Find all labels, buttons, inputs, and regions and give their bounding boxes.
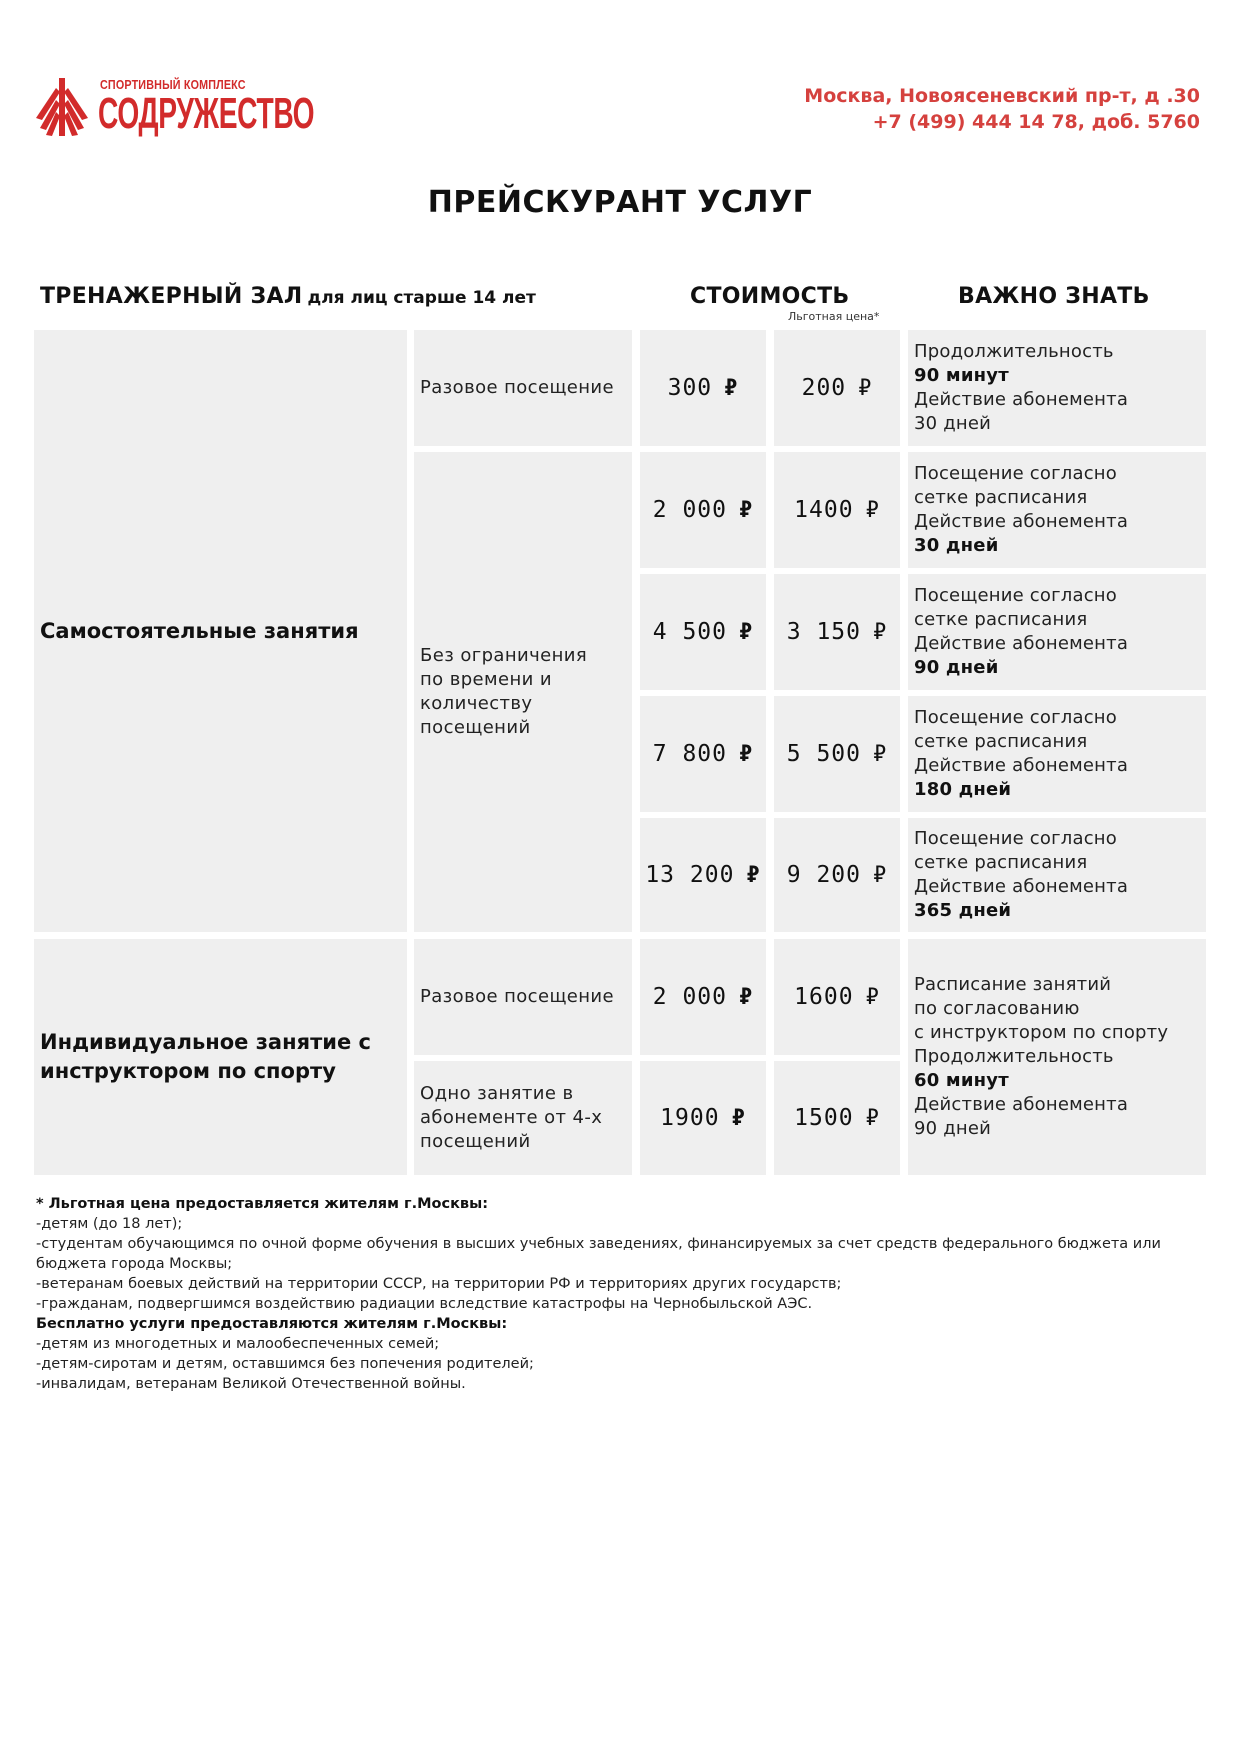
discount-cell — [774, 452, 900, 568]
section-subtitle: для лиц старше 14 лет — [307, 288, 536, 308]
note-duration: 60 минут — [914, 1070, 1009, 1091]
address: Москва, Новоясеневский пр-т, д .30 — [804, 85, 1200, 107]
footnote-item: -студентам обучающимся по очной форме обучения в высших учебных заведениях, финансируемых за счет средств федерального бюджета или бюджета города Москвы; — [36, 1236, 1161, 1272]
note-line: Продолжительность — [914, 1046, 1114, 1067]
note-cell — [908, 330, 1206, 446]
ruble-sign: ₽ — [746, 862, 761, 888]
footnote-item: -гражданам, подвергшимся воздействию радиации вследствие катастрофы на Чернобыльской АЭС. — [36, 1296, 813, 1312]
ruble-sign: ₽ — [873, 619, 888, 645]
discount-cell — [774, 574, 900, 690]
important-header: ВАЖНО ЗНАТЬ — [958, 284, 1150, 309]
discount-value: 1600 — [794, 984, 854, 1010]
ruble-sign: ₽ — [739, 619, 754, 645]
footnote-item: -детям-сиротам и детям, оставшимся без попечения родителей; — [36, 1356, 534, 1372]
ruble-sign: ₽ — [873, 862, 888, 888]
note-cell — [908, 452, 1206, 568]
note-line: с инструктором по спорту — [914, 1022, 1169, 1043]
price-cell — [640, 330, 766, 446]
note-cell — [908, 939, 1206, 1175]
price-cell — [640, 1061, 766, 1175]
logo — [34, 76, 334, 140]
logo-name: СОДРУЖЕСТВО — [98, 89, 315, 138]
service-label: Разовое посещение — [420, 377, 615, 398]
service-cell — [414, 330, 632, 446]
footnote-item: -ветеранам боевых действий на территории СССР, на территории РФ и территориях других государств; — [36, 1276, 842, 1292]
ruble-sign: ₽ — [865, 497, 880, 523]
category-label: Самостоятельные занятия — [40, 618, 359, 643]
service-cell — [414, 452, 632, 932]
ruble-sign: ₽ — [731, 1105, 746, 1131]
note-cell — [908, 818, 1206, 932]
footnote-item: -инвалидам, ветеранам Великой Отечественной войны. — [36, 1376, 466, 1392]
note-line: Посещение согласно — [914, 463, 1117, 484]
contacts — [804, 83, 1200, 135]
ruble-sign: ₽ — [724, 375, 739, 401]
discount-cell — [774, 330, 900, 446]
note-validity: 180 дней — [914, 779, 1012, 800]
note-line: сетке расписания — [914, 609, 1088, 630]
ruble-sign: ₽ — [739, 741, 754, 767]
price-cell — [640, 696, 766, 812]
section-title: ТРЕНАЖЕРНЫЙ ЗАЛ — [40, 284, 303, 309]
discount-value: 3 150 — [786, 619, 861, 645]
category-cell — [34, 939, 407, 1175]
category-cell — [34, 330, 407, 932]
discount-value: 1400 — [794, 497, 854, 523]
footnote-heading: * Льготная цена предоставляется жителям г.Москвы: — [36, 1196, 489, 1212]
ruble-sign: ₽ — [865, 1105, 880, 1131]
ruble-sign: ₽ — [873, 741, 888, 767]
footnote-item: -детям из многодетных и малообеспеченных семей; — [36, 1336, 440, 1352]
price-value: 1900 — [660, 1105, 720, 1131]
discount-cell — [774, 1061, 900, 1175]
category-label: Индивидуальное занятие с инструктором по спорту — [40, 1030, 371, 1083]
note-line: сетке расписания — [914, 731, 1088, 752]
note-validity: 30 дней — [914, 413, 992, 434]
discount-value: 1500 — [794, 1105, 854, 1131]
ruble-sign: ₽ — [739, 984, 754, 1010]
price-cell — [640, 452, 766, 568]
service-cell — [414, 1061, 632, 1175]
logo-emblem-icon — [34, 78, 90, 136]
discount-cell — [774, 818, 900, 932]
note-cell — [908, 696, 1206, 812]
note-line: Посещение согласно — [914, 585, 1117, 606]
footnote-heading: Бесплатно услуги предоставляются жителям г.Москвы: — [36, 1316, 508, 1332]
note-duration: 90 минут — [914, 365, 1009, 386]
discount-cell — [774, 696, 900, 812]
discount-value: 200 — [801, 375, 847, 401]
note-line: Посещение согласно — [914, 828, 1117, 849]
note-line: Продолжительность — [914, 341, 1114, 362]
note-line: Действие абонемента — [914, 1094, 1129, 1115]
section-header — [40, 284, 536, 309]
note-line: Действие абонемента — [914, 755, 1129, 776]
discount-value: 5 500 — [786, 741, 861, 767]
note-line: Действие абонемента — [914, 633, 1129, 654]
price-value: 7 800 — [652, 741, 727, 767]
note-line: Действие абонемента — [914, 389, 1129, 410]
cost-header: СТОИМОСТЬ — [690, 284, 850, 309]
ruble-sign: ₽ — [858, 375, 873, 401]
logo-subtitle: СПОРТИВНЫЙ КОМПЛЕКС — [100, 78, 246, 92]
footnotes — [36, 1194, 1186, 1394]
note-line: сетке расписания — [914, 852, 1088, 873]
footnote-item: -детям (до 18 лет); — [36, 1216, 183, 1232]
ruble-sign: ₽ — [739, 497, 754, 523]
service-cell — [414, 939, 632, 1055]
price-value: 13 200 — [645, 862, 735, 888]
price-value: 2 000 — [652, 497, 727, 523]
price-cell — [640, 818, 766, 932]
note-validity: 365 дней — [914, 900, 1012, 921]
service-label: Одно занятие в абонементе от 4-х посещений — [420, 1083, 603, 1152]
discount-cell — [774, 939, 900, 1055]
note-line: Действие абонемента — [914, 876, 1129, 897]
price-cell — [640, 574, 766, 690]
discount-header: Льготная цена* — [788, 310, 880, 323]
discount-value: 9 200 — [786, 862, 861, 888]
ruble-sign: ₽ — [865, 984, 880, 1010]
note-validity: 90 дней — [914, 1118, 992, 1139]
note-line: сетке расписания — [914, 487, 1088, 508]
note-line: Расписание занятий — [914, 974, 1112, 995]
note-line: Посещение согласно — [914, 707, 1117, 728]
note-line: Действие абонемента — [914, 511, 1129, 532]
note-validity: 90 дней — [914, 657, 999, 678]
price-value: 2 000 — [652, 984, 727, 1010]
price-cell — [640, 939, 766, 1055]
service-label: Разовое посещение — [420, 986, 615, 1007]
note-line: по согласованию — [914, 998, 1080, 1019]
service-label: Без ограничения по времени и количеству посещений — [420, 645, 588, 738]
price-value: 4 500 — [652, 619, 727, 645]
note-validity: 30 дней — [914, 535, 999, 556]
price-value: 300 — [667, 375, 713, 401]
phone: +7 (499) 444 14 78, доб. 5760 — [872, 111, 1200, 133]
page-title: ПРЕЙСКУРАНТ УСЛУГ — [427, 185, 813, 220]
note-cell — [908, 574, 1206, 690]
